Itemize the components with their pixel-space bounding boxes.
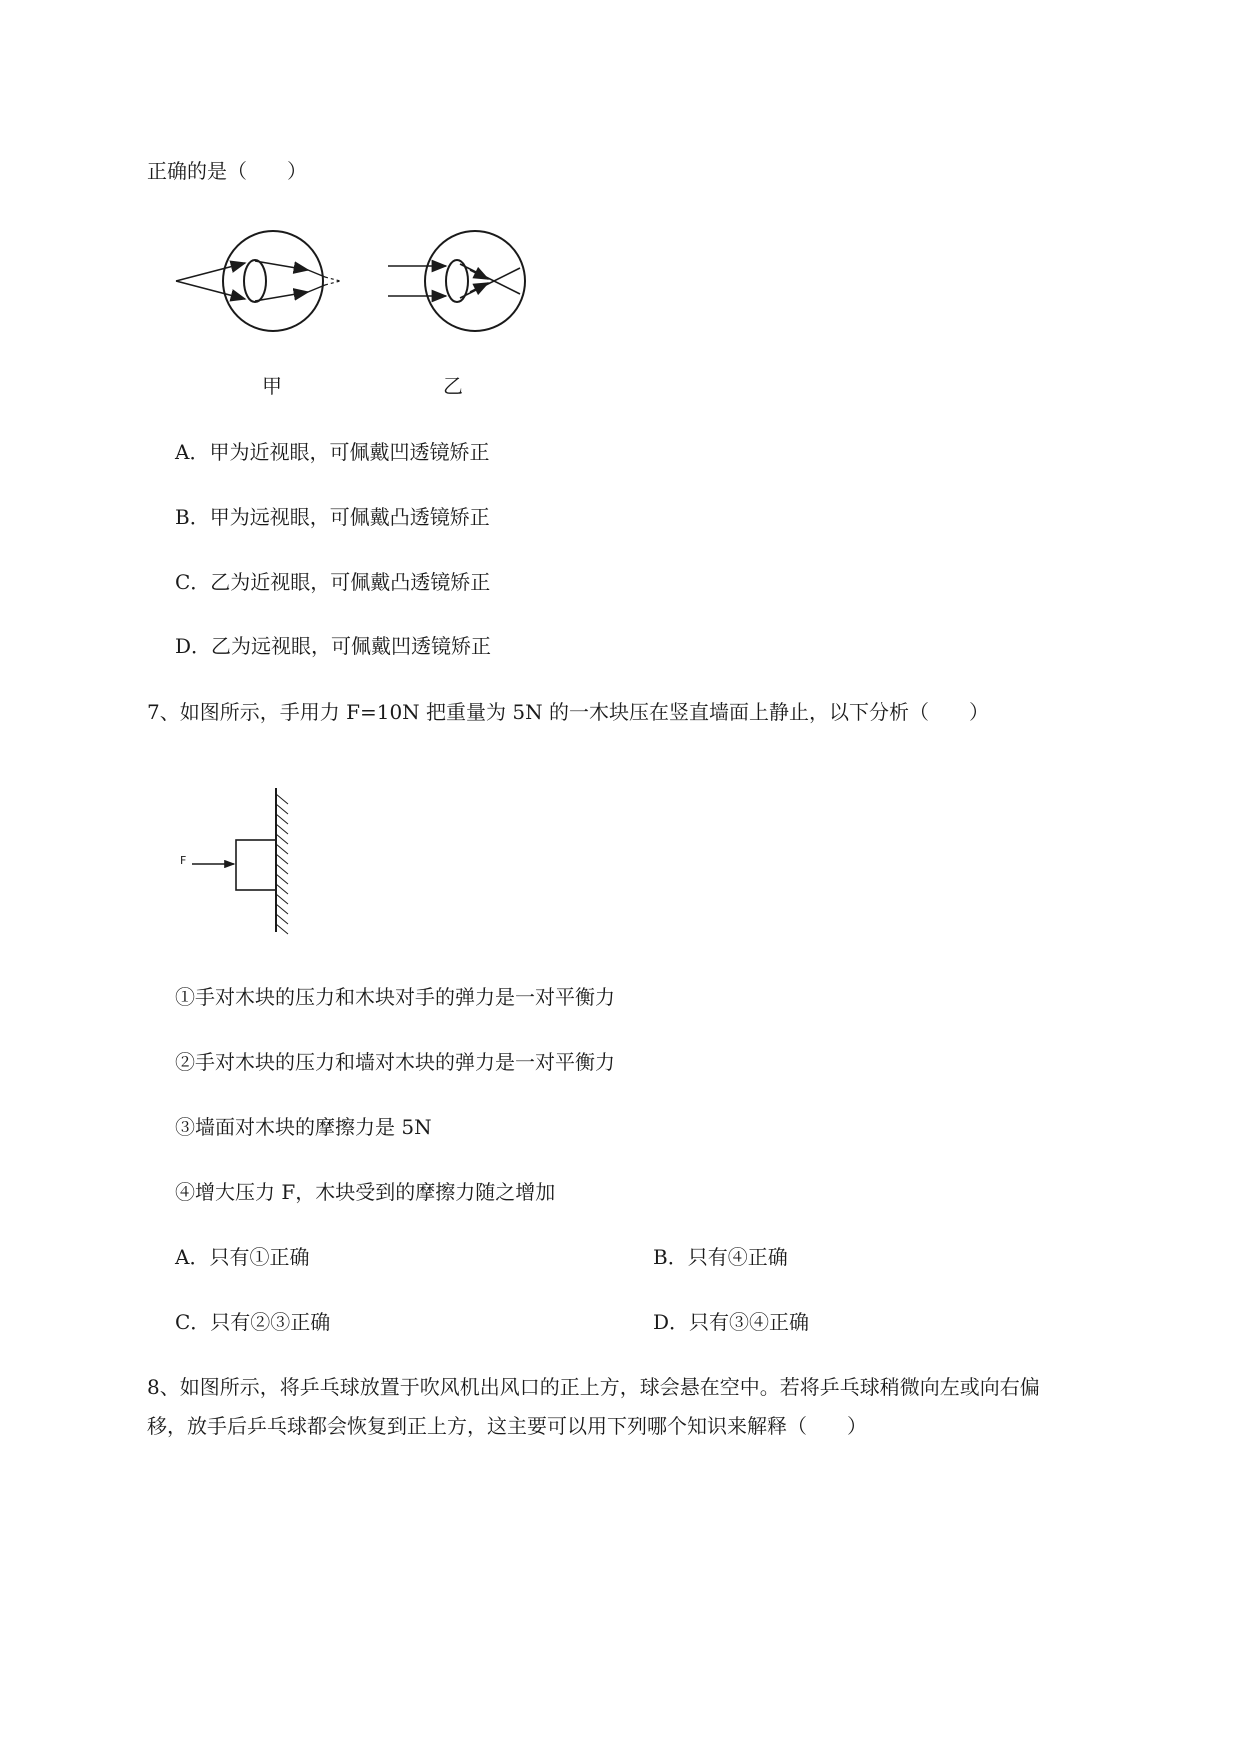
wall-block-svg bbox=[170, 780, 310, 940]
q8-stem-line-1: 8、如图所示，将乒乓球放置于吹风机出风口的正上方，球会悬在空中。若将乒乓球稍微向左或向右偏 bbox=[147, 1375, 1040, 1399]
q7-statement-1: ①手对木块的压力和木块对手的弹力是一对平衡力 bbox=[175, 985, 615, 1009]
eye-yi-label: 乙 bbox=[443, 374, 463, 398]
q7-statement-4: ④增大压力 F，木块受到的摩擦力随之增加 bbox=[175, 1180, 556, 1204]
q7-option-b: B．只有④正确 bbox=[653, 1245, 788, 1269]
q7-stem: 7、如图所示，手用力 F=10N 把重量为 5N 的一木块压在竖直墙面上静止，以下分析（ ） bbox=[147, 700, 989, 724]
q7-option-a: A．只有①正确 bbox=[175, 1245, 310, 1269]
q6-option-a: A．甲为近视眼，可佩戴凹透镜矫正 bbox=[175, 440, 490, 464]
eye-diagram-svg bbox=[170, 228, 550, 408]
eye-jia bbox=[176, 231, 340, 331]
q7-option-c: C．只有②③正确 bbox=[175, 1310, 331, 1334]
eye-diagram bbox=[170, 228, 550, 408]
q7-statement-2: ②手对木块的压力和墙对木块的弹力是一对平衡力 bbox=[175, 1050, 615, 1074]
q7-statement-3: ③墙面对木块的摩擦力是 5N bbox=[175, 1115, 432, 1139]
eye-yi bbox=[388, 231, 525, 331]
q6-option-d: D．乙为远视眼，可佩戴凹透镜矫正 bbox=[175, 634, 492, 658]
q7-option-d: D．只有③④正确 bbox=[653, 1310, 810, 1334]
q6-option-c: C．乙为近视眼，可佩戴凸透镜矫正 bbox=[175, 570, 491, 594]
q8-stem-line-2: 移，放手后乒乓球都会恢复到正上方，这主要可以用下列哪个知识来解释（ ） bbox=[147, 1414, 867, 1438]
q6-stem-tail: 正确的是（ ） bbox=[147, 159, 307, 183]
force-label: F bbox=[180, 854, 187, 867]
wall-block-diagram bbox=[170, 780, 310, 940]
wall-hatching bbox=[276, 794, 288, 934]
q6-option-b: B．甲为远视眼，可佩戴凸透镜矫正 bbox=[175, 505, 490, 529]
eye-jia-label: 甲 bbox=[262, 374, 282, 398]
wood-block bbox=[236, 840, 276, 890]
